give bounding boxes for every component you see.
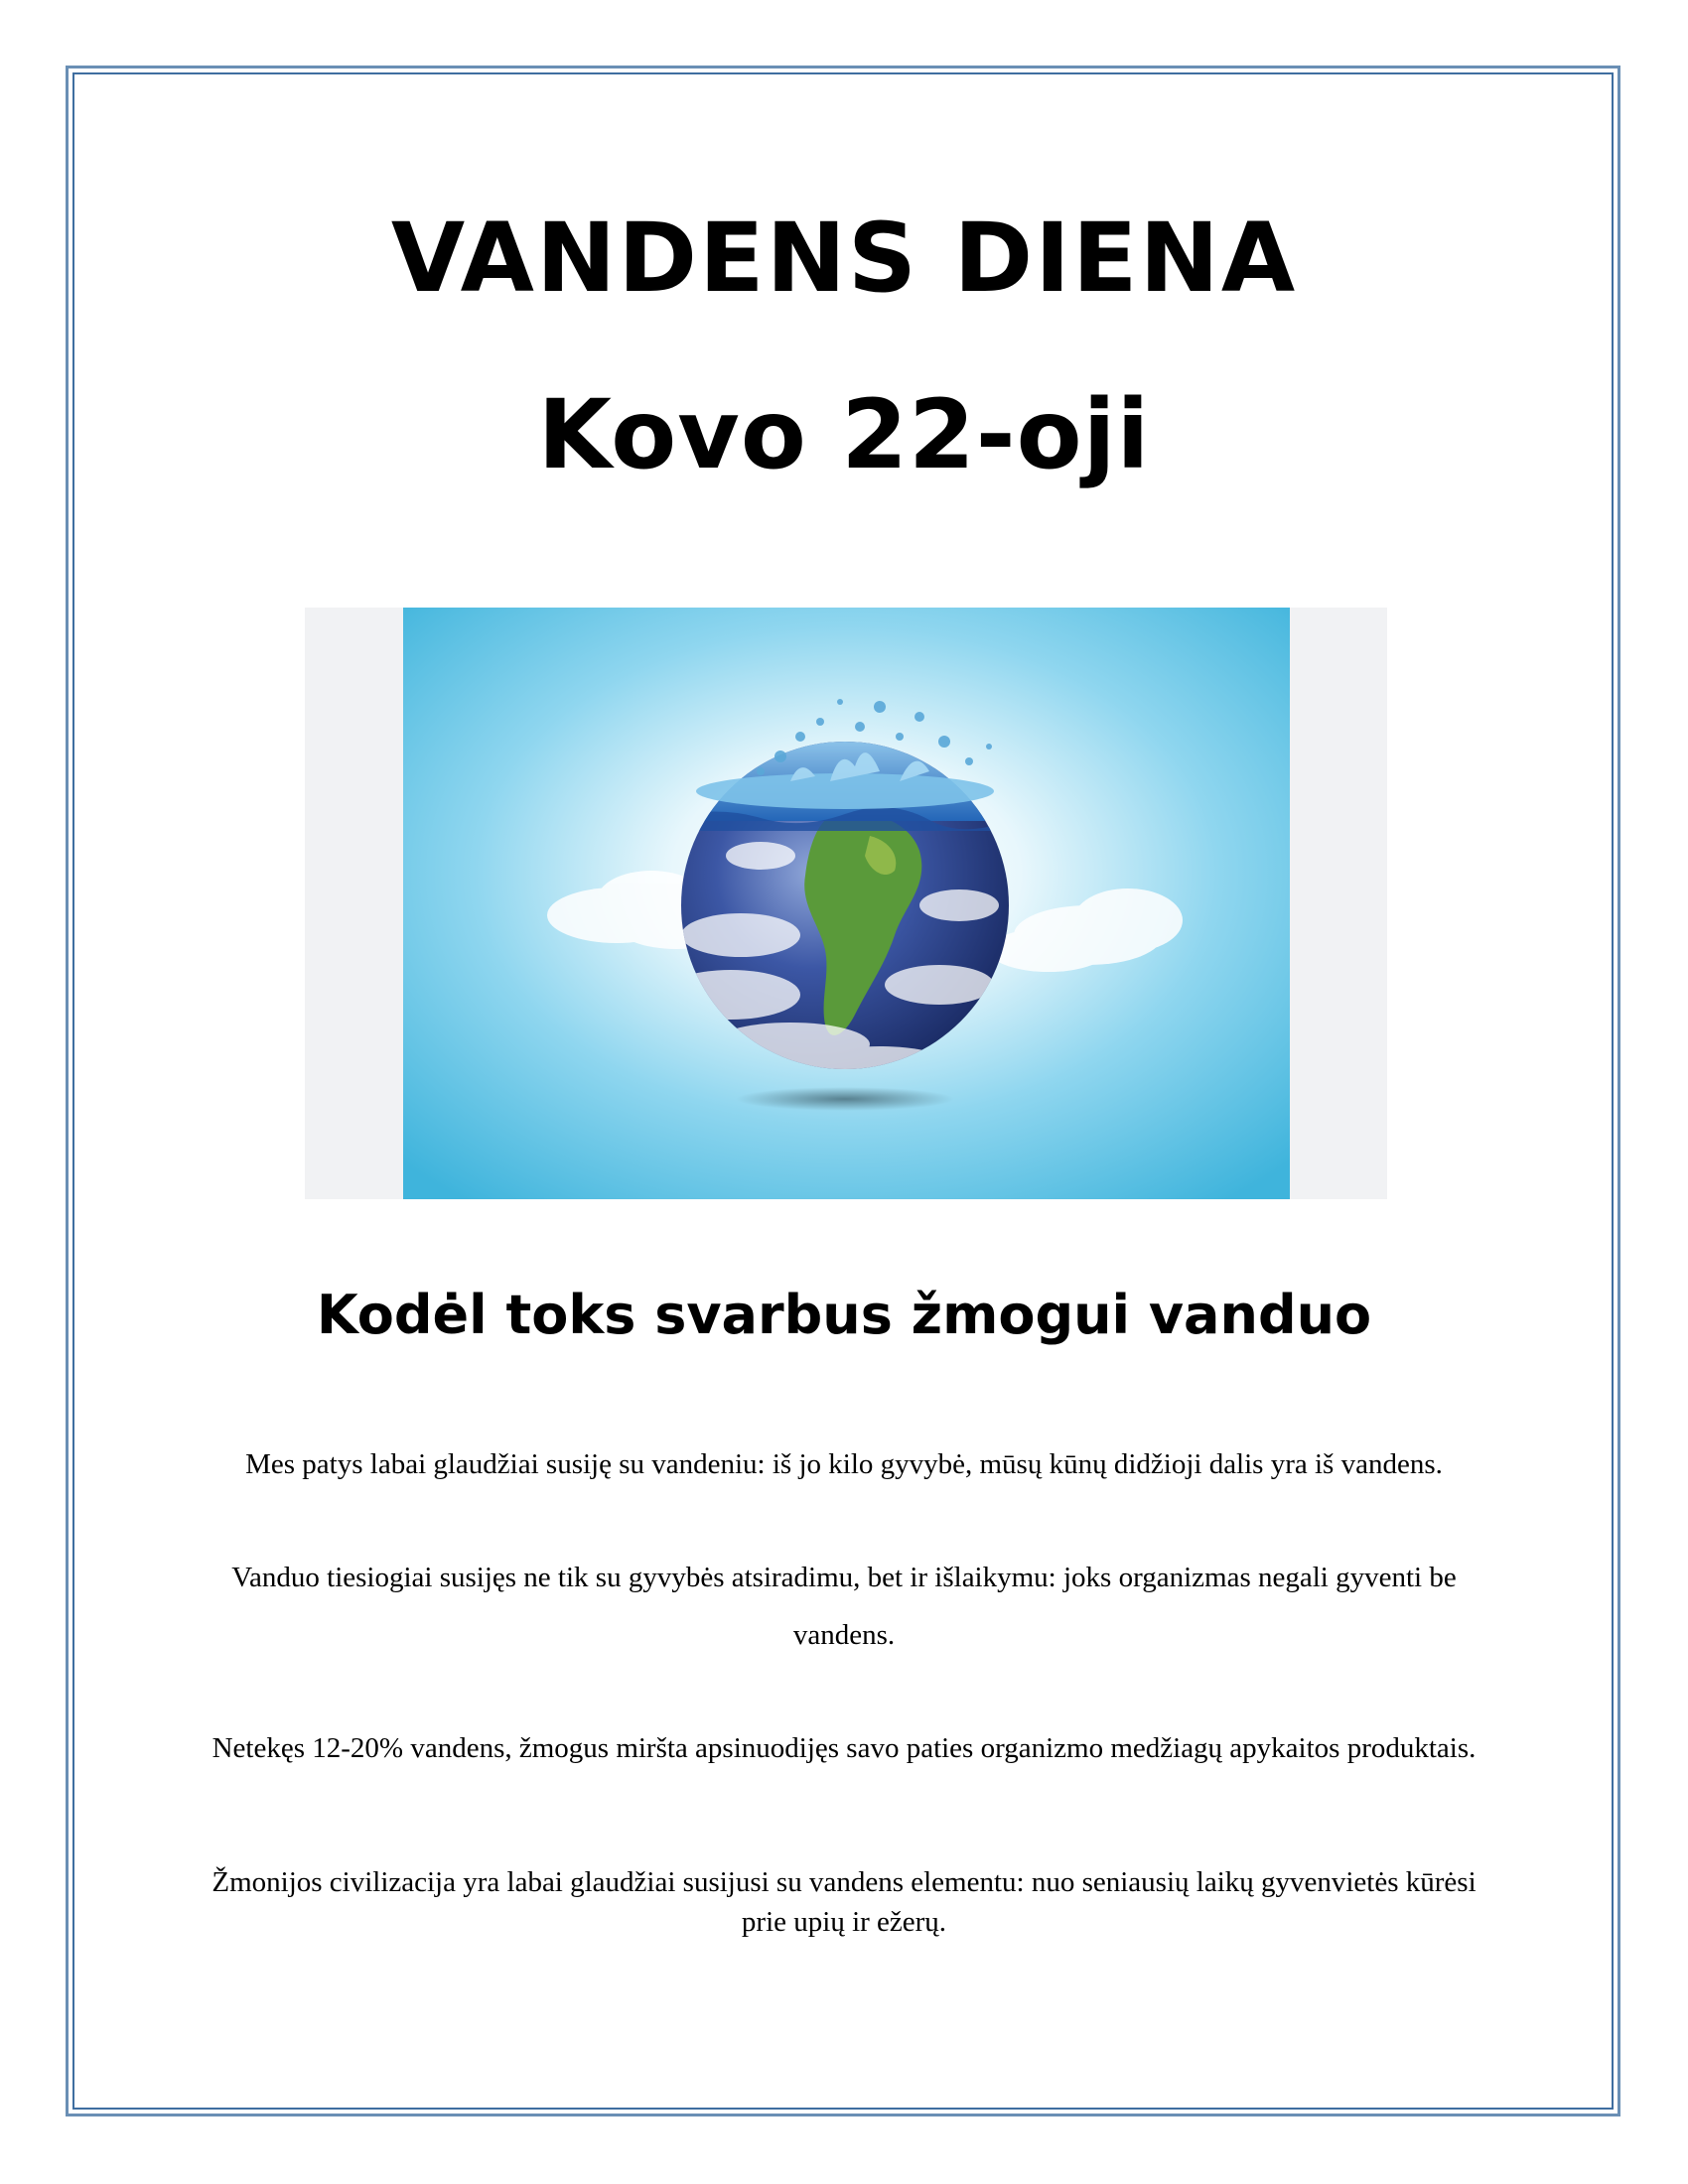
water-earth-image	[403, 608, 1290, 1199]
paragraph-3: Netekęs 12-20% vandens, žmogus miršta apsinuodijęs savo paties organizmo medžiagų apykaitos produktais.	[211, 1732, 1477, 1764]
page-title: VANDENS DIENA	[390, 203, 1298, 314]
page-date: Kovo 22-oji	[537, 379, 1151, 490]
paragraph-1: Mes patys labai glaudžiai susiję su vandeniu: iš jo kilo gyvybė, mūsų kūnų didžioji dalis yra iš vandens.	[245, 1448, 1443, 1480]
section-heading: Kodėl toks svarbus žmogui vanduo	[316, 1284, 1372, 1346]
paragraph-2: Vanduo tiesiogiai susijęs ne tik su gyvybės atsiradimu, bet ir išlaikymu: joks organizmas negali gyventi be vandens.	[231, 1562, 1457, 1651]
paragraph-4: Žmonijos civilizacija yra labai glaudžiai susijusi su vandens elementu: nuo seniausių laikų gyvenvietės kūrėsi prie upių ir ežerų.	[211, 1866, 1477, 1938]
image-frame	[305, 608, 1387, 1199]
